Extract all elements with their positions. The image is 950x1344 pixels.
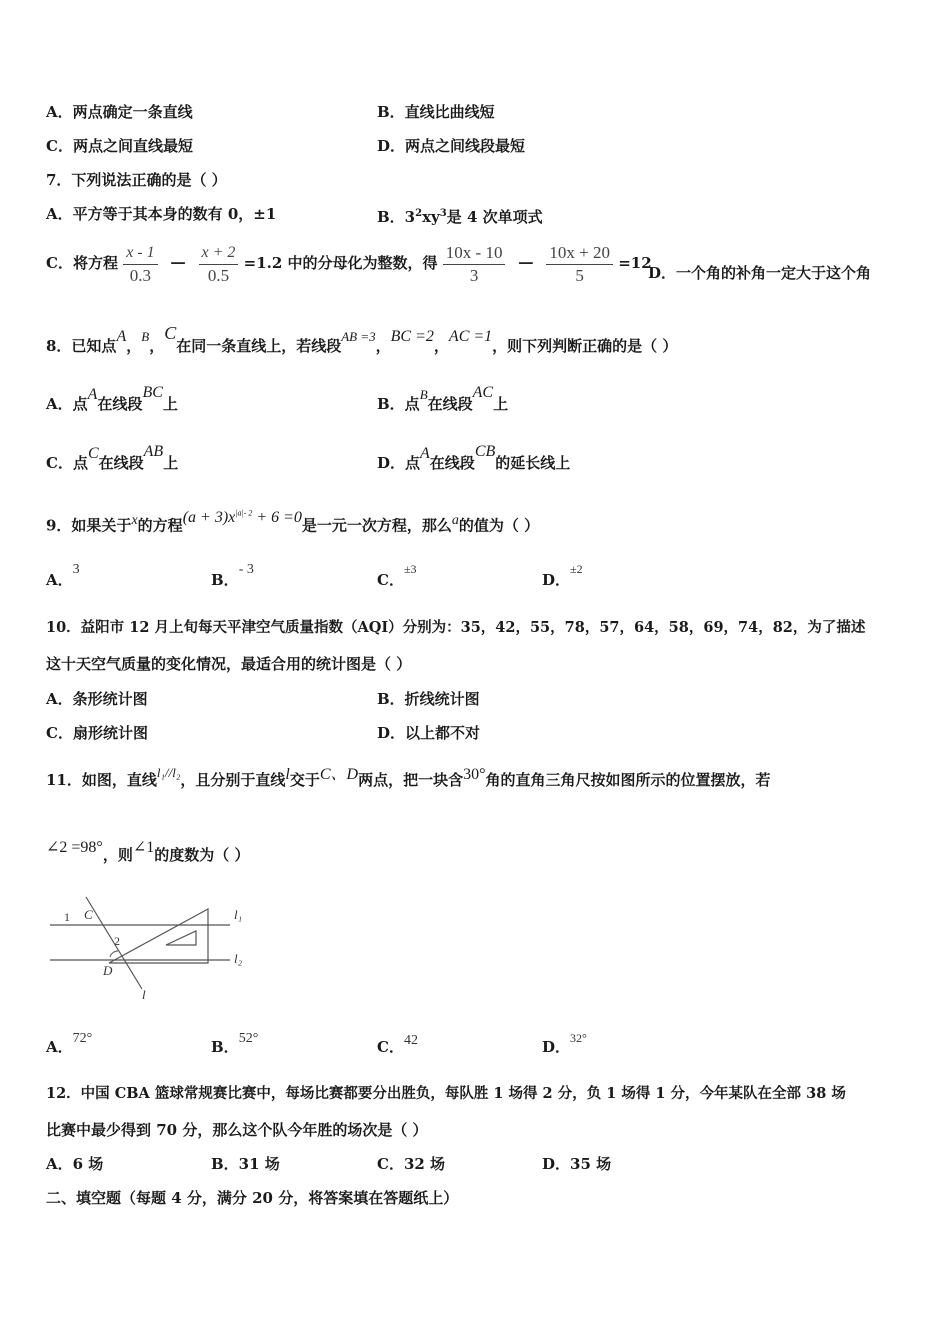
q10-option-d: D．以上都不对	[377, 724, 481, 742]
q7-option-b	[377, 204, 543, 227]
q7-fraction-4: $\frac{10x + 20}{5}$	[546, 242, 613, 287]
q9-option-c: C．$^{\pm 3}$	[377, 562, 417, 589]
q6-option-a: A．两点确定一条直线	[46, 103, 193, 121]
q12-line2: 比赛中最少得到 70 分，那么这个队今年胜的场次是（ ）	[46, 1121, 428, 1139]
q11-option-a: A．72°	[46, 1031, 93, 1056]
q6-option-b: B．直线比曲线短	[377, 103, 495, 121]
q8-option-c: C．点C在线段AB上	[46, 443, 179, 472]
q7-b-sup1: 2	[415, 208, 423, 219]
triangle-ruler	[109, 909, 208, 963]
q10-option-c: C．扇形统计图	[46, 724, 148, 742]
q12-option-d: D．35 场	[542, 1155, 612, 1173]
q7-fraction-2: $\frac{x + 2}{0.5}$	[199, 242, 239, 287]
q7-c-pre: C．将方程	[46, 254, 118, 272]
label-2: 2	[114, 934, 120, 948]
q11-option-b: B．52°	[211, 1031, 259, 1056]
q10-line2: 这十天空气质量的变化情况，最适合用的统计图是（ ）	[46, 655, 412, 673]
q6-option-c: C．两点之间直线最短	[46, 137, 193, 155]
q7-fraction-1: $\frac{x - 1}{0.3}$	[123, 242, 157, 287]
q9-option-b: B．- 3	[211, 562, 254, 589]
label-l1: l₁	[234, 907, 243, 922]
q9-stem: 9．如果关于x的方程$(a + 3)x^{|a|- 2} + 6 =0$是一元一次方程，那么a的值为（ ）	[46, 509, 540, 535]
q8-option-b: B．点B在线段AC上	[377, 384, 509, 413]
q11-condition: ∠2 =98°，则∠1的度数为（ ）	[46, 839, 250, 864]
q11-option-d: D．$^{32^\circ}$	[542, 1031, 587, 1056]
section-2-heading: 二、填空题（每题 4 分，满分 20 分，将答案填在答题纸上）	[46, 1189, 459, 1207]
q7-b-pre: B．3	[377, 208, 416, 226]
q9-option-d: D．$^{\pm 2}$	[542, 562, 583, 589]
q7-c-post: =12	[618, 254, 652, 272]
q7-c-mid: =1.2 中的分母化为整数，得	[243, 254, 438, 272]
q7-fraction-3: $\frac{10x - 10}{3}$	[443, 242, 506, 287]
angle-2-arc	[110, 951, 118, 957]
q12-option-b: B．31 场	[211, 1155, 280, 1173]
q7-option-a: A．平方等于其本身的数有 0，±1	[46, 205, 277, 223]
label-l2: l₂	[234, 951, 243, 966]
q7-b-sup2: 3	[439, 208, 447, 219]
q7-minus-1: −	[168, 251, 188, 276]
q10-option-a: A．条形统计图	[46, 690, 148, 708]
label-C: C	[84, 907, 93, 922]
label-l: l	[142, 987, 146, 1002]
q7-b-post: 是 4 次单项式	[446, 208, 543, 226]
q12-option-c: C．32 场	[377, 1155, 446, 1173]
q6-option-d: D．两点之间线段最短	[377, 137, 526, 155]
q9-option-a: A．3	[46, 562, 80, 589]
q12-line1: 12．中国 CBA 篮球常规赛比赛中，每场比赛都要分出胜负，每队胜 1 场得 2 分，负 1 场得 1 分，今年某队在全部 38 场	[46, 1085, 846, 1102]
q7-minus-2: −	[516, 251, 536, 276]
q12-option-a: A．6 场	[46, 1155, 104, 1173]
q11-option-c: C．42	[377, 1033, 418, 1056]
q8-option-d: D．点A在线段CB的延长线上	[377, 443, 571, 472]
q10-line1: 10．益阳市 12 月上旬每天平津空气质量指数（AQI）分别为：35，42，55，78，57，64，58，69，74，82，为了描述	[46, 619, 866, 636]
q10-option-b: B．折线统计图	[377, 690, 480, 708]
q7-option-d: D．一个角的补角一定大于这个角	[648, 264, 872, 282]
q11-stem: 11．如图，直线l₁//l₂，且分别于直线l交于C、D两点，把一块含30°角的直角三角尺按如图所示的位置摆放，若	[46, 765, 771, 789]
q7-stem: 7．下列说法正确的是（ ）	[46, 171, 227, 189]
q7-b-mid: xy	[422, 208, 440, 226]
q9-equation: $(a + 3)x^{|a|- 2} + 6 =0$	[182, 509, 302, 527]
label-D: D	[103, 963, 113, 978]
q11-figure	[46, 893, 256, 1003]
q8-option-a: A．点A在线段BC上	[46, 384, 178, 413]
q7-option-c	[46, 238, 652, 289]
label-1: 1	[64, 910, 70, 924]
q8-stem: 8．已知点A，B，C在同一条直线上，若线段AB =3，BC =2，AC =1，则下列判断正确的是（ ）	[46, 323, 678, 355]
triangle-inner	[166, 931, 196, 945]
